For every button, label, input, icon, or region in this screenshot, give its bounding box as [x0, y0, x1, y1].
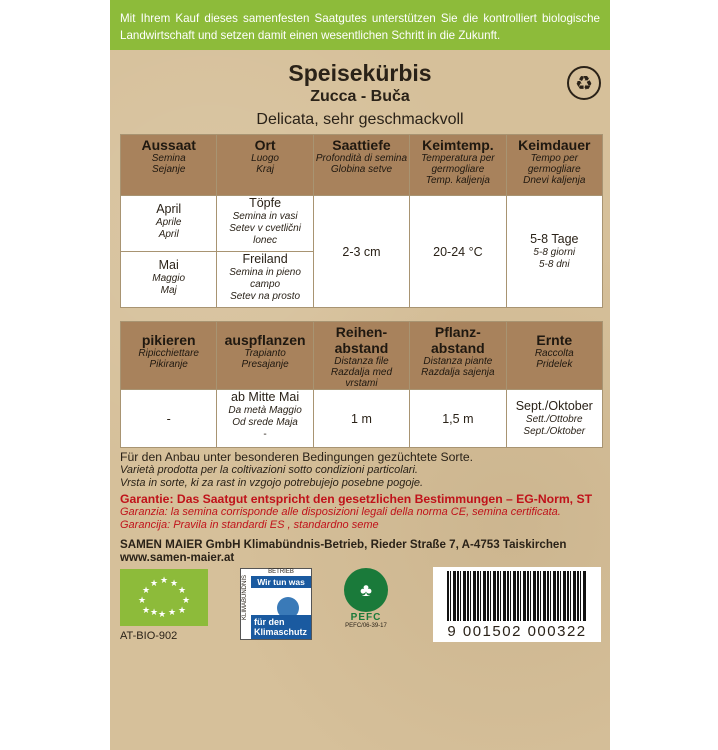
klima-side-text: KLIMABÜNDNIS: [242, 575, 248, 621]
header-pikieren: pikieren Ripicchiettare Pikiranje: [121, 322, 217, 390]
cell-place-pots: Töpfe Semina in vasi Setev v cvetlični lonec: [217, 196, 313, 252]
product-subtitle: Zucca - Buča: [310, 88, 410, 105]
tree-icon: ♣: [344, 568, 388, 612]
header-keimtemp: Keimtemp. Temperatura per germogliare Temp. kaljenja: [410, 135, 506, 196]
guarantee-sl: Garancija: Pravila in standardi ES , standardno seme: [120, 519, 379, 531]
cell-transplant: ab Mitte Mai Da metà Maggio Od srede Maja -: [217, 390, 313, 448]
guarantee-de: Garantie: Das Saatgut entspricht den gesetzlichen Bestimmungen – EG-Norm, ST: [120, 492, 593, 506]
header-auspflanzen: auspflanzen Trapianto Presajanje: [217, 322, 313, 390]
cell-harvest: Sept./Oktober Sett./Ottobre Sept./Oktober: [506, 390, 602, 448]
planting-table: [120, 321, 603, 448]
barcode-number: 9 001502 000322: [447, 623, 587, 640]
organic-banner: Mit Ihrem Kauf dieses samenfesten Saatgutes unterstützen Sie die kontrolliert biologische Landwirtschaft und setzen damit einen wesentlichen Schritt in die Zukunft.: [110, 0, 610, 50]
pefc-code: PEFC/06-39-17: [345, 623, 387, 629]
cell-place-field: Freiland Semina in pieno campo Setev na prosto: [217, 252, 313, 308]
recycle-icon: ♻: [567, 66, 601, 100]
header-saattiefe: Saattiefe Profondità di semina Globina setve: [313, 135, 409, 196]
guarantee-it: Garanzia: la semina corrisponde alle disposizioni legali della norma CE, semina certificata.: [120, 506, 561, 518]
cell-row-distance: 1 m: [313, 390, 409, 448]
barcode-bars: [447, 571, 587, 621]
cell-depth: 2-3 cm: [313, 196, 409, 308]
company-address: SAMEN MAIER GmbH Klimabündnis-Betrieb, Rieder Straße 7, A-4753 Taiskirchen: [120, 538, 567, 551]
eu-organic-logo: [120, 569, 208, 626]
company-info: [120, 538, 610, 564]
product-title: Speisekürbis: [288, 60, 432, 86]
sowing-table: [120, 134, 603, 308]
variety-description: Delicata, sehr geschmackvoll: [256, 111, 464, 128]
eu-leaf-stars-icon: ★ ★ ★ ★ ★ ★ ★ ★ ★ ★ ★ ★: [138, 575, 191, 619]
header-aussaat: Aussaat Semina Sejanje: [121, 135, 217, 196]
cell-temperature: 20-24 °C: [410, 196, 506, 308]
note-sl: Vrsta in sorte, ki za rast in vzgojo potrebujejo posebne pogoje.: [120, 477, 424, 489]
cell-month-april: April Aprile April: [121, 196, 217, 252]
pefc-name: PEFC: [350, 612, 382, 623]
cell-month-may: Mai Maggio Maj: [121, 252, 217, 308]
klima-bottom-text: für den Klimaschutz: [251, 615, 311, 639]
cell-plant-distance: 1,5 m: [410, 390, 506, 448]
header-keimdauer: Keimdauer Tempo per germogliare Dnevi kaljenja: [506, 135, 602, 196]
klima-badge: BETRIEB: [268, 569, 294, 575]
klima-top-text: Wir tun was: [251, 576, 311, 588]
header-reihenabstand: Reihen- abstand Distanza file Razdalja med vrstami: [313, 322, 409, 390]
pefc-logo: [338, 568, 394, 643]
note-de: Für den Anbau unter besonderen Bedingungen gezüchtete Sorte.: [120, 450, 474, 464]
header-ernte: Ernte Raccolta Pridelek: [506, 322, 602, 390]
company-website: www.samen-maier.at: [120, 551, 235, 564]
klimabuendnis-logo: [240, 568, 312, 640]
note-it: Varietà prodotta per la coltivazioni sotto condizioni particolari.: [120, 464, 418, 476]
cell-duration: 5-8 Tage 5-8 giorni 5-8 dni: [506, 196, 602, 308]
barcode: [433, 567, 601, 642]
header-ort: Ort Luogo Kraj: [217, 135, 313, 196]
bio-control-code: AT-BIO-902: [120, 630, 178, 642]
cell-prick: -: [121, 390, 217, 448]
notes-block: [120, 451, 600, 532]
header-pflanzabstand: Pflanz- abstand Distanza piante Razdalja sajenja: [410, 322, 506, 390]
